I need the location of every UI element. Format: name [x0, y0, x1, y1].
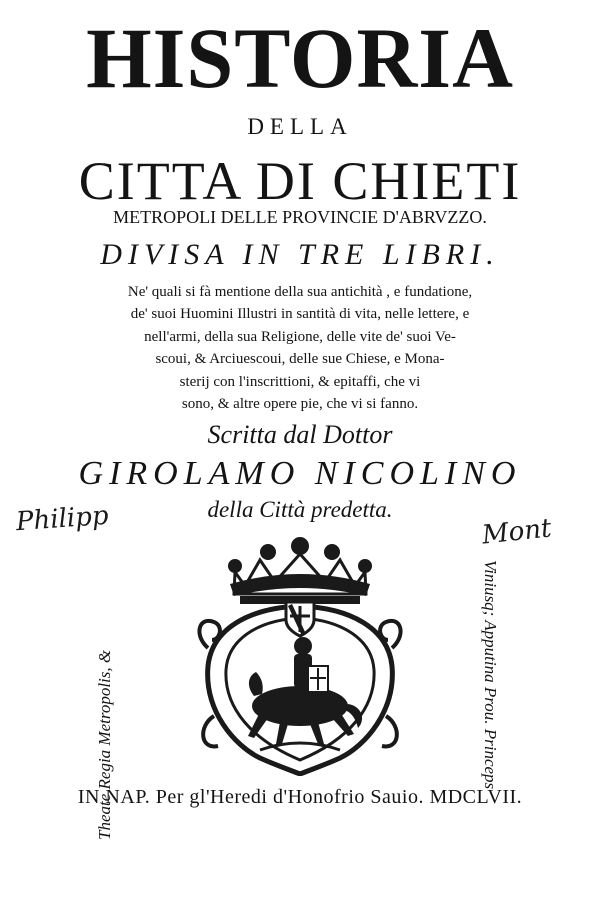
division-subtitle: DIVISA IN TRE LIBRI. [100, 238, 500, 271]
metropoli-subtitle: METROPOLI DELLE PROVINCIE D'ABRVZZO. [113, 207, 487, 227]
description-line: Ne' quali si fà mentione della sua antichità , e fundatione, [127, 284, 473, 300]
description-line: scoui, & Arciuescoui, delle sue Chiese, e Mona- [155, 351, 445, 368]
description-block [62, 281, 538, 415]
author-city: della Città predetta. [207, 497, 393, 522]
book-title: HISTORIA [86, 10, 514, 106]
written-by: Scritta dal Dottor [207, 420, 393, 449]
handwritten-note-right: Mont [480, 513, 553, 551]
side-inscription-left: Theate Regia Metropolis, & [95, 649, 114, 840]
author-name: GIROLAMO NICOLINO [78, 455, 522, 492]
description-line: sterij con l'inscrittioni, & epitaffi, che vi [179, 373, 421, 390]
title-della: DELLA [247, 114, 353, 139]
coat-of-arms-icon [190, 536, 410, 776]
description-line: sono, & altre opere pie, che vi si fanno. [181, 396, 419, 413]
description-line: de' suoi Huomini Illustri in santità di vita, nelle lettere, e [130, 306, 470, 323]
crown-icon [228, 537, 372, 604]
city-title: CITTA DI CHIETI [78, 151, 522, 211]
handwritten-note-left: Philipp [15, 500, 110, 538]
imprint: IN NAP. Per gl'Heredi d'Honofrio Sauio. MDCLVII. [77, 786, 523, 808]
side-inscription-right: Viniusq; Apputina Prou. Princeps [481, 560, 500, 790]
description-line: nell'armi, della sua Religione, delle vite de' suoi Ve- [144, 328, 456, 345]
